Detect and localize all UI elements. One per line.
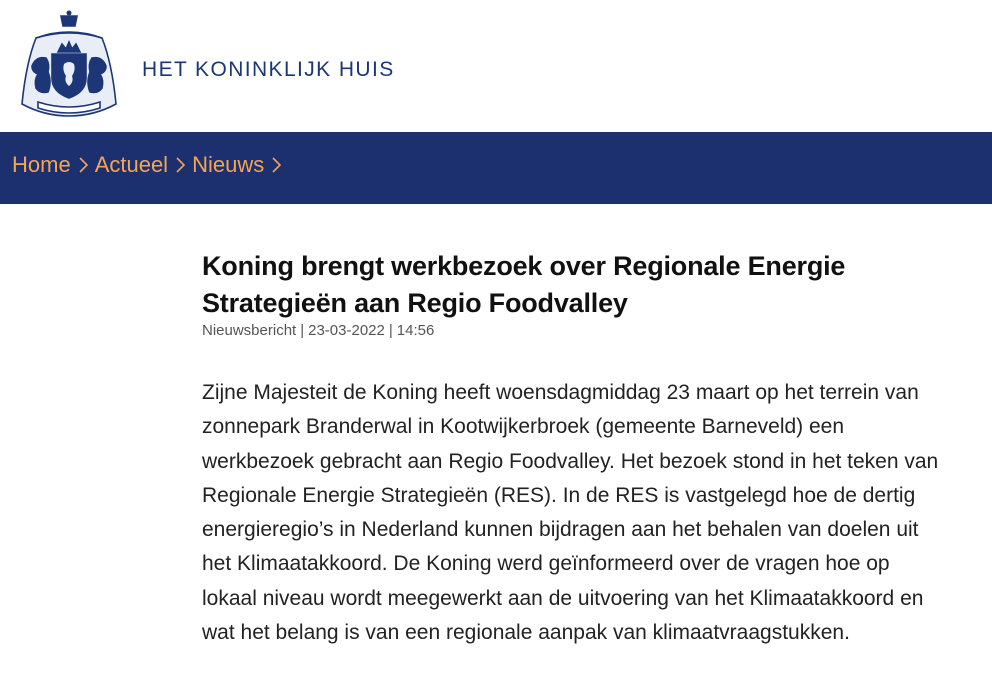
article-title: Koning brengt werkbezoek over Regionale Energie Strategieën aan Regio Foodvalley	[202, 251, 846, 318]
breadcrumb-bar	[0, 132, 992, 204]
article-type: Nieuwsbericht	[202, 322, 297, 339]
article-date: 23-03-2022	[308, 322, 385, 339]
meta-separator: |	[300, 322, 305, 339]
site-header	[0, 0, 992, 132]
article-meta	[202, 322, 942, 339]
breadcrumb-actueel-link[interactable]: Actueel	[94, 152, 169, 177]
breadcrumb	[12, 152, 288, 178]
breadcrumb-home-link[interactable]: Home	[12, 152, 71, 177]
site-title[interactable]: HET KONINKLIJK HUIS	[142, 58, 395, 81]
meta-separator: |	[388, 322, 393, 339]
breadcrumb-nieuws-link[interactable]: Nieuws	[192, 152, 265, 177]
chevron-right-icon	[176, 157, 185, 173]
chevron-right-icon	[272, 157, 281, 173]
article	[202, 248, 942, 339]
royal-coat-of-arms-icon[interactable]	[14, 8, 124, 120]
article-body: Zijne Majesteit de Koning heeft woensdagmiddag 23 maart op het terrein van zonnepark Branderwal in Kootwijkerbroek (gemeente Barneveld) een werkbezoek gebracht aan Regio Foodvalley. Het bezoek stond in het teken van Regionale Energie Strategieën (RES). In de RES is vastgelegd hoe de dertig energieregio’s in Nederland kunnen bijdragen aan het behalen van doelen uit het Klimaatakkoord. De Koning werd geïnformeerd over de vragen hoe op lokaal niveau wordt meegewerkt aan de uitvoering van het Klimaatakkoord en wat het belang is van een regionale aanpak van klimaatvraagstukken.	[202, 381, 939, 645]
chevron-right-icon	[79, 157, 88, 173]
article-time: 14:56	[396, 322, 435, 339]
